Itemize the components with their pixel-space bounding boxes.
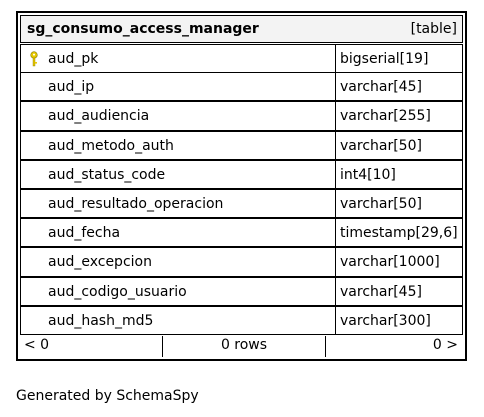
column-type: varchar[255]	[340, 108, 431, 125]
column-type-cell	[335, 277, 463, 306]
column-name-cell	[20, 160, 336, 189]
column-type-cell	[335, 44, 463, 73]
column-name-cell	[20, 131, 336, 160]
column-type-cell	[335, 160, 463, 189]
column-row[interactable]	[20, 278, 463, 307]
column-name-cell	[20, 189, 336, 218]
column-name-cell	[20, 101, 336, 130]
column-name: aud_audiencia	[48, 108, 150, 125]
column-name: aud_metodo_auth	[48, 137, 174, 154]
column-type: varchar[45]	[340, 283, 422, 300]
column-name-cell	[20, 218, 336, 247]
column-row[interactable]	[20, 219, 463, 248]
column-type: timestamp[29,6]	[340, 225, 458, 242]
table-header	[20, 15, 463, 43]
column-type-cell	[335, 101, 463, 130]
column-name: aud_status_code	[48, 166, 166, 183]
table-node[interactable]	[16, 11, 467, 361]
column-type: int4[10]	[340, 166, 396, 183]
column-name-cell	[20, 72, 336, 101]
column-name-cell	[20, 44, 336, 73]
footer-children-count: < 0	[20, 336, 163, 357]
column-name: aud_resultado_operacion	[48, 195, 224, 212]
column-name: aud_fecha	[48, 225, 121, 242]
column-type: varchar[50]	[340, 137, 422, 154]
footer-parents-count: 0 >	[432, 337, 458, 353]
column-type: varchar[45]	[340, 79, 422, 96]
table-kind: [table]	[410, 21, 457, 37]
column-name: aud_ip	[48, 79, 95, 96]
footer-row-count: 0 rows	[163, 336, 326, 357]
column-type-cell	[335, 131, 463, 160]
column-type-cell	[335, 247, 463, 276]
column-type-cell	[335, 218, 463, 247]
generated-by-label: Generated by SchemaSpy	[16, 388, 199, 404]
column-row[interactable]	[20, 248, 463, 277]
column-name: aud_hash_md5	[48, 312, 154, 329]
column-list	[20, 44, 463, 336]
table-footer	[20, 336, 463, 357]
column-type-cell	[335, 189, 463, 218]
column-name: aud_pk	[48, 51, 99, 67]
column-type: varchar[1000]	[340, 254, 440, 271]
column-row[interactable]	[20, 73, 463, 102]
column-name-cell	[20, 277, 336, 306]
table-name: sg_consumo_access_manager	[27, 21, 259, 37]
column-row[interactable]	[20, 190, 463, 219]
column-row[interactable]	[20, 44, 463, 73]
column-row[interactable]	[20, 307, 463, 336]
column-name: aud_excepcion	[48, 254, 152, 271]
column-type-cell	[335, 306, 463, 335]
column-type-cell	[335, 72, 463, 101]
column-name-cell	[20, 306, 336, 335]
column-name: aud_codigo_usuario	[48, 283, 187, 300]
column-type: varchar[50]	[340, 195, 422, 212]
key-icon	[29, 51, 39, 67]
column-type: varchar[300]	[340, 312, 431, 329]
column-name-cell	[20, 247, 336, 276]
column-row[interactable]	[20, 161, 463, 190]
column-row[interactable]	[20, 102, 463, 131]
column-type: bigserial[19]	[340, 51, 429, 67]
column-row[interactable]	[20, 132, 463, 161]
